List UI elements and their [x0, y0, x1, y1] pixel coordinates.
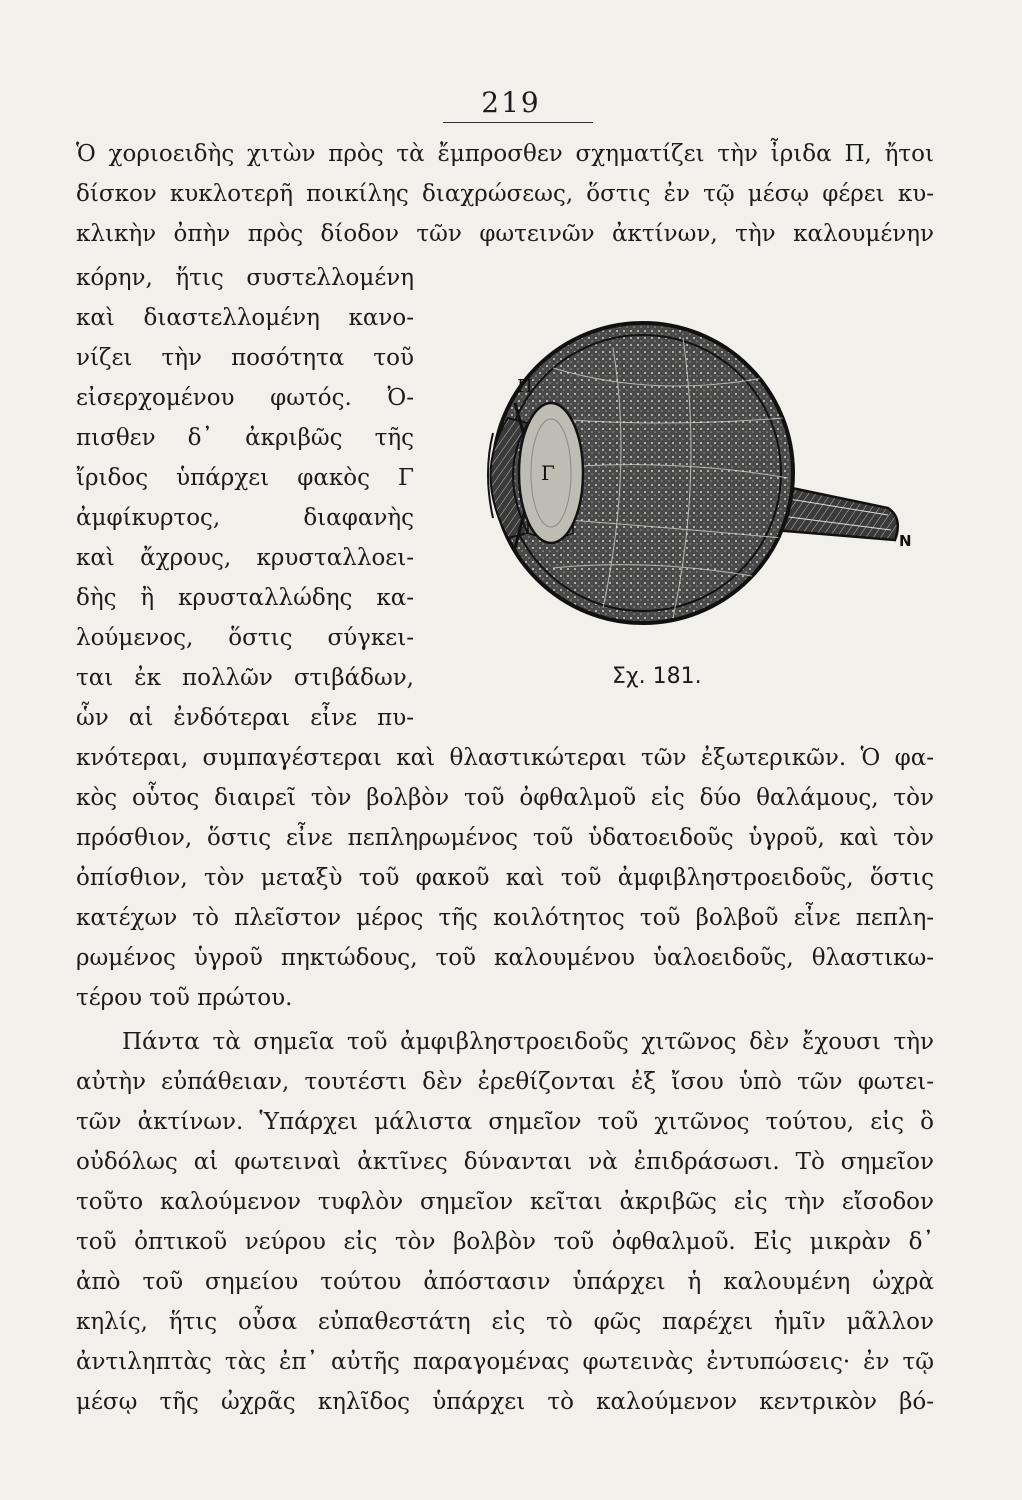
text-line: τέρου τοῦ πρώτου. [76, 985, 293, 1011]
page-number-rule [443, 122, 593, 123]
text-line: ται ἐκ πολλῶν στιβάδων, [76, 665, 414, 691]
lens-label: Γ [541, 461, 555, 485]
text-line: αὐτὴν εὐπάθειαν, τουτέστι δὲν ἐρεθίζονται ἐξ ἴσου ὑπὸ τῶν φωτει- [76, 1069, 934, 1095]
eye-diagram [433, 308, 913, 653]
figure-caption: Σχ. 181. [612, 664, 702, 689]
lens [519, 403, 583, 543]
text-line: ὧν αἱ ἐνδότεραι εἶνε πυ- [76, 705, 414, 731]
text-line: κὸς οὗτος διαιρεῖ τὸν βολβὸν τοῦ ὀφθαλμοῦ εἰς δύο θαλάμους, τὸν [76, 785, 934, 811]
text-line: οὐδόλως αἱ φωτειναὶ ἀκτῖνες δύνανται νὰ ἐπιδράσωσι. Τὸ σημεῖον [76, 1149, 934, 1175]
text-line: κνότεραι, συμπαγέστεραι καὶ θλαστικώτεραι τῶν ἐξωτερικῶν. Ὁ φα- [76, 745, 934, 771]
text-line: κηλίς, ἥτις οὖσα εὐπαθεστάτη εἰς τὸ φῶς παρέχει ἡμῖν μᾶλλον [76, 1309, 934, 1335]
optic-nerve-label: N [899, 532, 912, 550]
text-line: πρόσθιον, ὅστις εἶνε πεπληρωμένος τοῦ ὑδατοειδοῦς ὑγροῦ, καὶ τὸν [76, 825, 934, 851]
text-line: ἀμφίκυρτος, διαφανὴς [76, 505, 414, 531]
paragraph-start: Πάντα τὰ σημεῖα τοῦ ἀμφιβληστροειδοῦς χιτῶνος δὲν ἔχουσι τὴν [122, 1029, 934, 1055]
text-line: ὀπίσθιον, τὸν μεταξὺ τοῦ φακοῦ καὶ τοῦ ἀμφιβληστροειδοῦς, ὅστις [76, 865, 934, 891]
text-line: λούμενος, ὅστις σύγκει- [76, 625, 414, 651]
text-line: δὴς ἢ κρυσταλλώδης κα- [76, 585, 414, 611]
text-line: κατέχων τὸ πλεῖστον μέρος τῆς κοιλότητος τοῦ βολβοῦ εἶνε πεπλη- [76, 905, 934, 931]
text-line: τῶν ἀκτίνων. Ὑπάρχει μάλιστα σημεῖον τοῦ χιτῶνος τούτου, εἰς ὃ [76, 1109, 934, 1135]
page-number: 219 [481, 86, 541, 119]
text-line: πισθεν δ᾽ ἀκριβῶς τῆς [76, 425, 414, 451]
text-line: καὶ ἄχρους, κρυσταλλοει- [76, 545, 414, 571]
text-line: Ὁ χοριοειδὴς χιτὼν πρὸς τὰ ἔμπροσθεν σχηματίζει τὴν ἶριδα Π, ἤτοι [76, 141, 934, 167]
text-line: μέσῳ τῆς ὠχρᾶς κηλῖδος ὑπάρχει τὸ καλούμενον κεντρικὸν βό- [76, 1389, 934, 1415]
text-line: τοῦτο καλούμενον τυφλὸν σημεῖον κεῖται ἀκριβῶς εἰς τὴν εἴσοδον [76, 1189, 934, 1215]
text-line: ρωμένος ὑγροῦ πηκτώδους, τοῦ καλουμένου ὑαλοειδοῦς, θλαστικω- [76, 945, 934, 971]
eye-cross-section-figure [433, 308, 913, 653]
text-line: τοῦ ὀπτικοῦ νεύρου εἰς τὸν βολβὸν τοῦ ὀφθαλμοῦ. Εἰς μικρὰν δ᾽ [76, 1229, 934, 1255]
text-line: καὶ διαστελλομένη κανο- [76, 305, 414, 331]
text-line: ἀντιληπτὰς τὰς ἐπ᾽ αὐτῆς παραγομένας φωτεινὰς ἐντυπώσεις· ἐν τῷ [76, 1349, 934, 1375]
text-line: εἰσερχομένου φωτός. Ὀ- [76, 385, 414, 411]
text-line: ἀπὸ τοῦ σημείου τούτου ἀπόστασιν ὑπάρχει ἡ καλουμένη ὠχρὰ [76, 1269, 934, 1295]
text-line: δίσκον κυκλοτερῆ ποικίλης διαχρώσεως, ὅστις ἐν τῷ μέσῳ φέρει κυ- [76, 181, 934, 207]
text-line: κλικὴν ὀπὴν πρὸς δίοδον τῶν φωτεινῶν ἀκτίνων, τὴν καλουμένην [76, 221, 934, 247]
iris-label: Π [517, 376, 533, 397]
text-line: ἴριδος ὑπάρχει φακὸς Γ [76, 465, 414, 491]
text-line: νίζει τὴν ποσότητα τοῦ [76, 345, 414, 371]
text-line: κόρην, ἥτις συστελλομένη [76, 265, 414, 291]
